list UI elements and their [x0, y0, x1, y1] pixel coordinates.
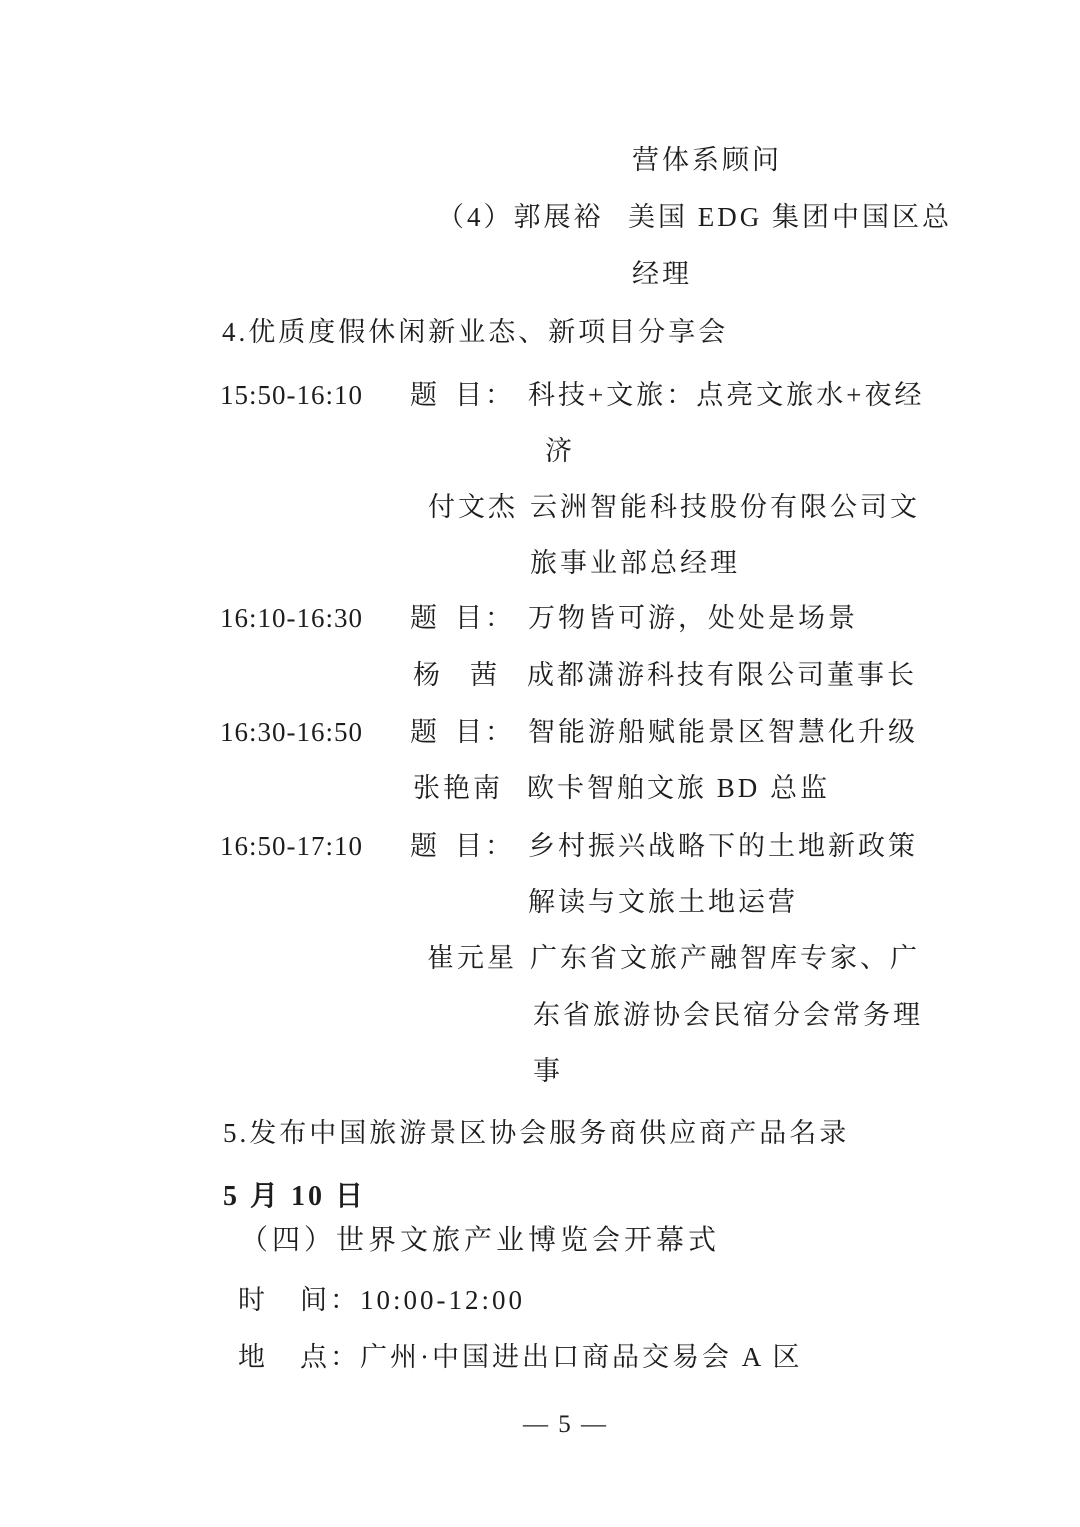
- speaker-affiliation-continuation: 东省旅游协会民宿分会常务理: [533, 1000, 923, 1030]
- date-heading: 5 月 10 日: [223, 1181, 367, 1212]
- topic-label: 题: [410, 831, 440, 861]
- speaker-name: 崔元星: [427, 943, 517, 973]
- topic-label: 题: [410, 380, 440, 410]
- speaker-name: 杨: [413, 660, 443, 690]
- speaker-name: 张艳南: [413, 773, 503, 803]
- page-number: — 5 —: [523, 1411, 608, 1438]
- time-value: 间：10:00-12:00: [300, 1285, 525, 1315]
- doc-line: [0, 1118, 1080, 1152]
- speaker-name: 付文杰: [428, 492, 518, 522]
- topic-label-colon: 目：: [455, 380, 515, 410]
- speaker-item-number-name: （4）郭展裕: [437, 202, 604, 232]
- doc-line: [0, 1342, 1080, 1376]
- wrapped-affiliation-text: 营体系顾问: [632, 145, 782, 175]
- wrapped-affiliation-text: 经理: [632, 259, 692, 289]
- topic-label-colon: 目：: [455, 603, 515, 633]
- topic-label: 题: [410, 603, 440, 633]
- doc-line: [0, 660, 1080, 694]
- speaker-affiliation: 成都潇游科技有限公司董事长: [527, 660, 917, 690]
- doc-line: [0, 1056, 1080, 1090]
- doc-line: [0, 202, 1080, 236]
- session-topic: 乡村振兴战略下的土地新政策: [528, 831, 918, 861]
- session-topic: 科技+文旅：点亮文旅水+夜经: [528, 380, 925, 410]
- doc-line: [0, 773, 1080, 807]
- session-topic-continuation: 解读与文旅土地运营: [528, 887, 798, 917]
- topic-label: 题: [410, 717, 440, 747]
- venue-value: 点：广州·中国进出口商品交易会 A 区: [300, 1342, 803, 1372]
- section-heading: （四）世界文旅产业博览会开幕式: [240, 1225, 721, 1256]
- doc-line: [0, 145, 1080, 179]
- venue-label: 地: [238, 1342, 268, 1372]
- doc-line: [0, 887, 1080, 921]
- doc-line: [0, 492, 1080, 526]
- speaker-name-second-char: 茜: [470, 660, 500, 690]
- doc-line: [0, 259, 1080, 293]
- doc-line: [0, 603, 1080, 637]
- session-time: 15:50-16:10: [220, 380, 363, 410]
- session-time: 16:10-16:30: [220, 603, 363, 633]
- speaker-affiliation-continuation: 旅事业部总经理: [530, 548, 740, 578]
- session-topic-continuation: 济: [545, 436, 575, 466]
- topic-label-colon: 目：: [455, 831, 515, 861]
- doc-line: [0, 317, 1080, 351]
- agenda-item-title: 5.发布中国旅游景区协会服务商供应商产品名录: [223, 1118, 850, 1148]
- session-time: 16:50-17:10: [220, 831, 363, 861]
- doc-line: [0, 436, 1080, 470]
- doc-line: [0, 717, 1080, 751]
- speaker-affiliation: 云洲智能科技股份有限公司文: [530, 492, 920, 522]
- session-topic: 智能游船赋能景区智慧化升级: [528, 717, 918, 747]
- time-label: 时: [238, 1285, 268, 1315]
- doc-line: [0, 943, 1080, 977]
- speaker-affiliation-continuation: 事: [533, 1056, 563, 1086]
- speaker-affiliation: 欧卡智舶文旅 BD 总监: [527, 773, 831, 803]
- speaker-affiliation: 美国 EDG 集团中国区总: [628, 202, 952, 232]
- topic-label-colon: 目：: [455, 717, 515, 747]
- doc-line: [0, 1182, 1080, 1216]
- doc-line: [0, 548, 1080, 582]
- agenda-item-title: 4.优质度假休闲新业态、新项目分享会: [222, 317, 729, 347]
- doc-footer: [0, 1410, 1080, 1444]
- doc-line: [0, 1226, 1080, 1260]
- doc-line: [0, 380, 1080, 414]
- speaker-affiliation: 广东省文旅产融智库专家、广: [530, 943, 920, 973]
- doc-line: [0, 831, 1080, 865]
- doc-line: [0, 1000, 1080, 1034]
- session-topic: 万物皆可游，处处是场景: [528, 603, 858, 633]
- doc-line: [0, 1285, 1080, 1319]
- session-time: 16:30-16:50: [220, 717, 363, 747]
